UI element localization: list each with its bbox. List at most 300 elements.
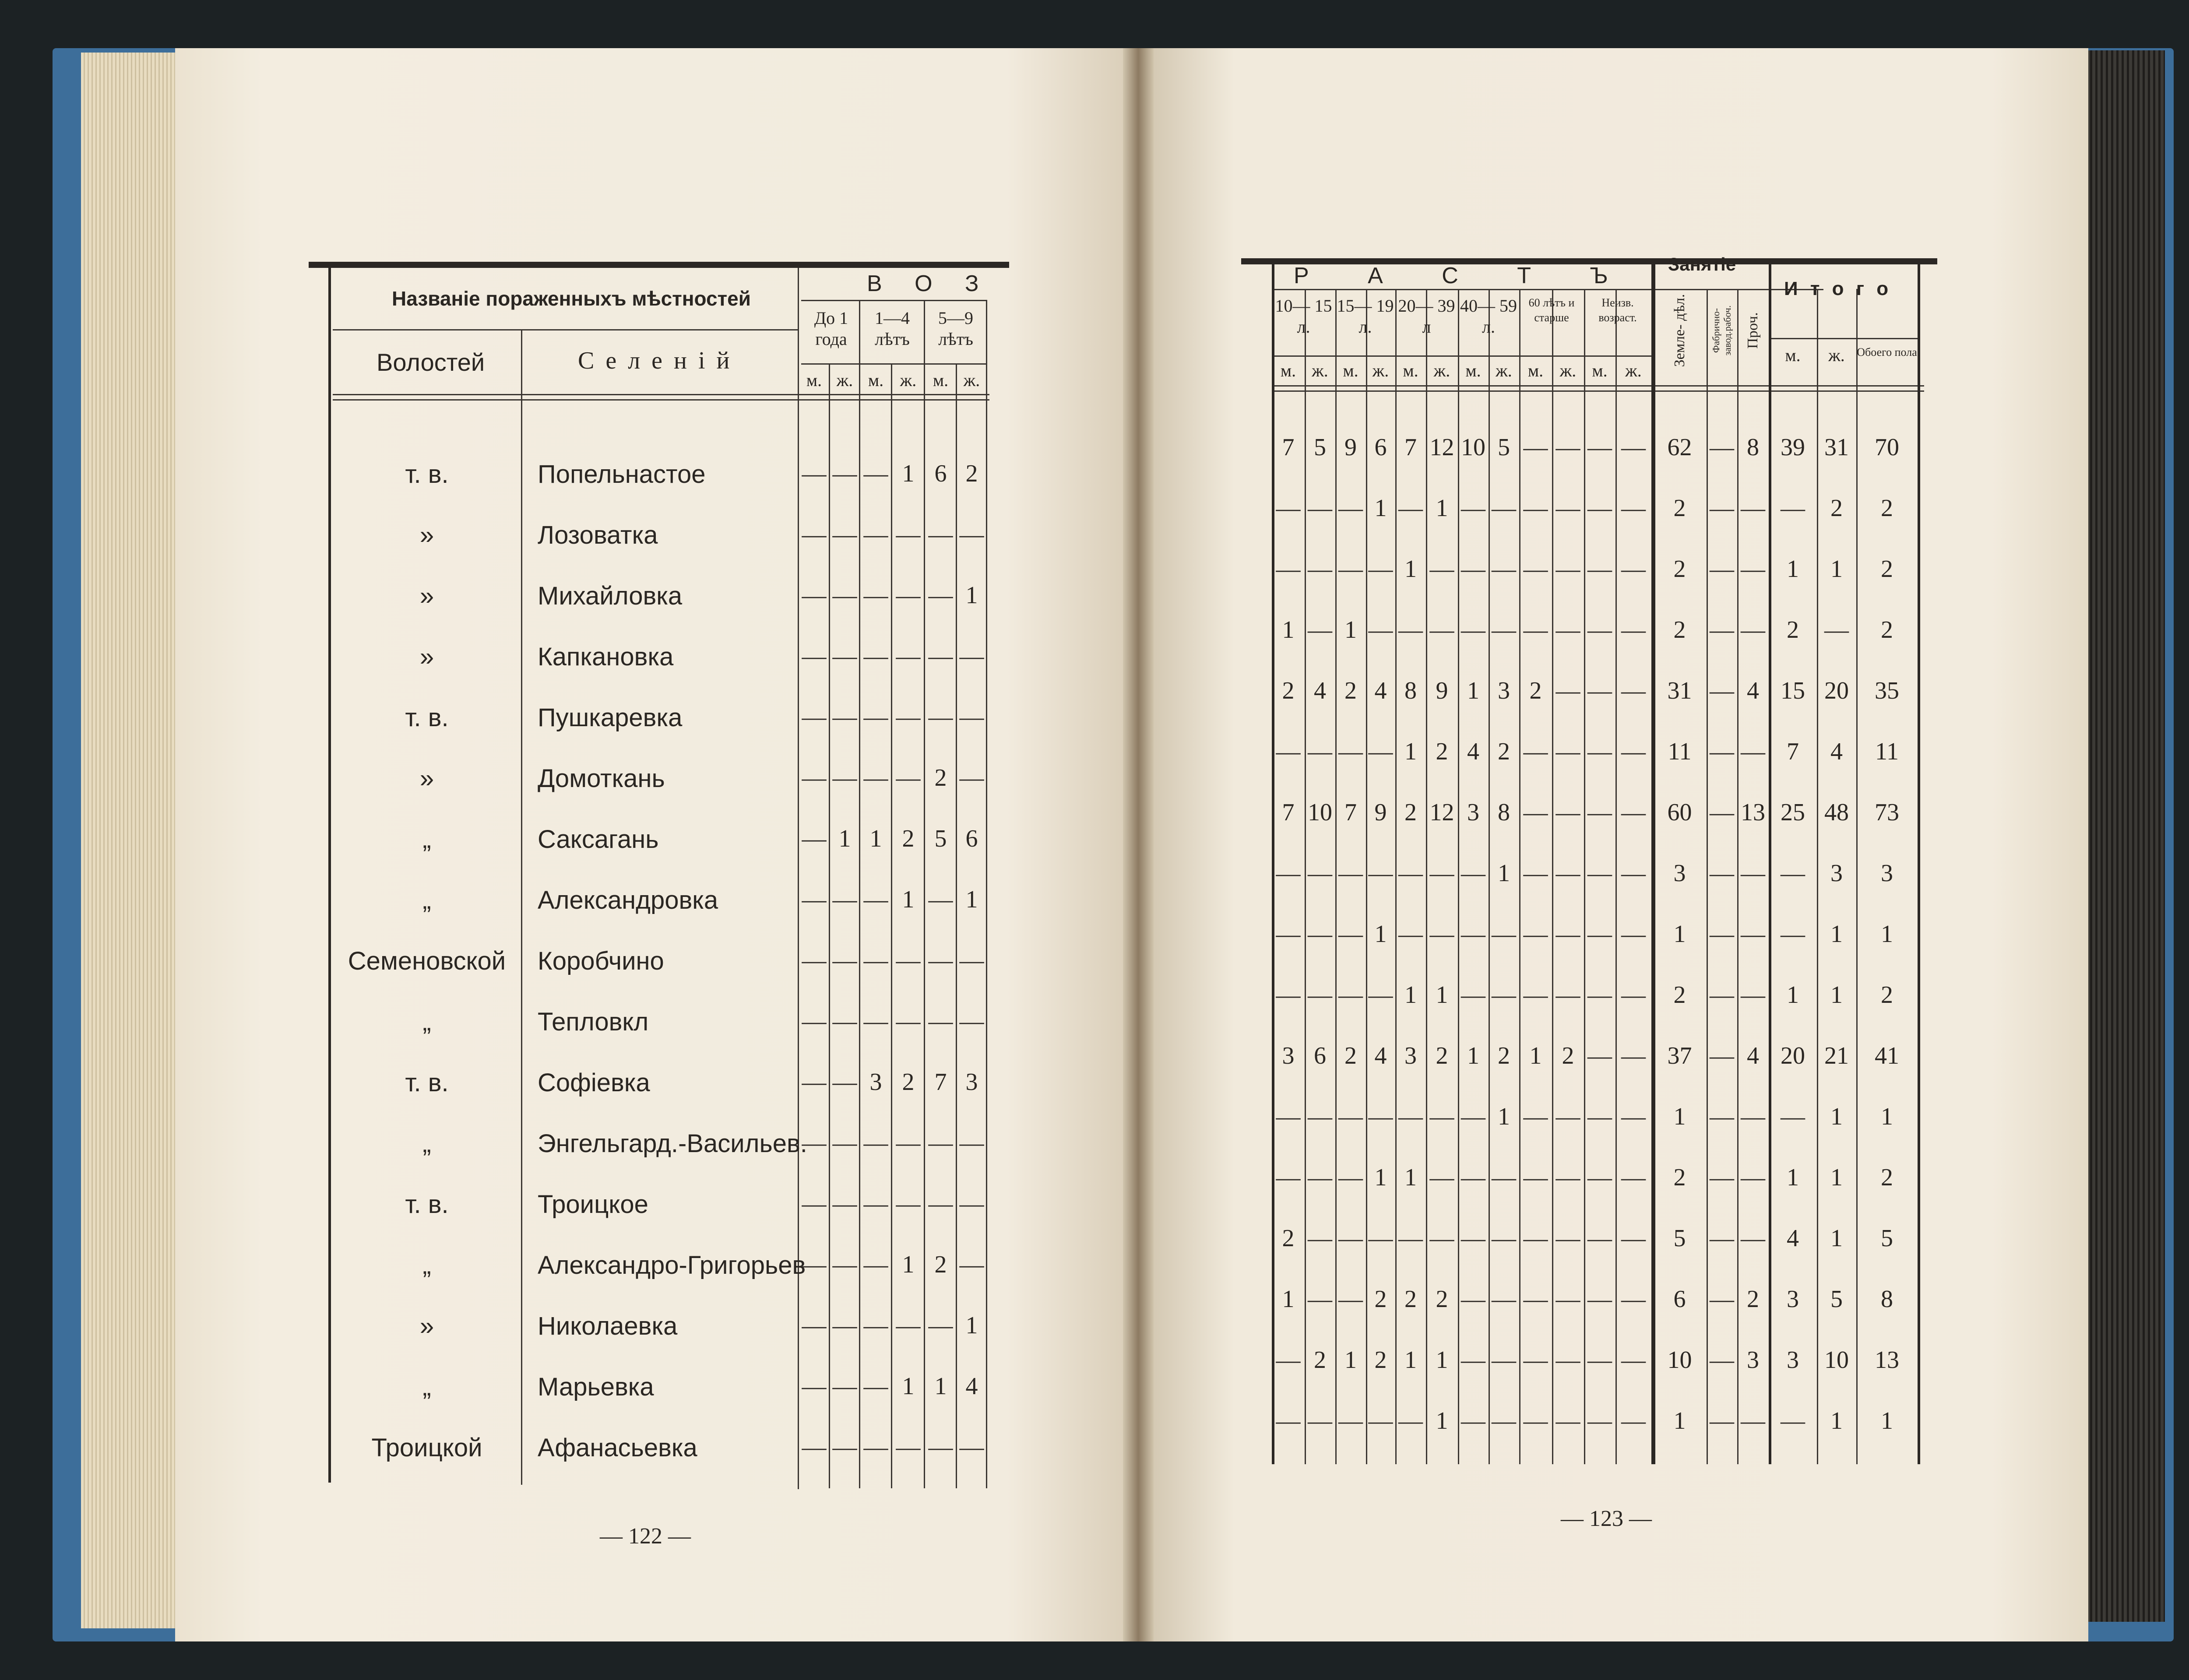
age-cell: — — [1461, 616, 1485, 643]
age-cell: 12 — [1429, 799, 1454, 826]
occupation-cell: 1 — [1673, 1103, 1686, 1130]
value-cell: — — [959, 703, 984, 731]
age-cell: — — [1308, 921, 1332, 948]
total-cell: — — [1824, 616, 1849, 643]
age-cell: — — [1492, 555, 1516, 583]
age-cell: — — [1621, 1164, 1646, 1191]
age-cell: 1 — [1498, 1103, 1510, 1130]
occupation-cell: — — [1710, 1346, 1734, 1374]
occupation-cell: — — [1710, 1042, 1734, 1069]
value-cell: — — [928, 947, 953, 974]
selo-cell: Афанасьевка — [538, 1434, 697, 1462]
occupation-cell: — — [1741, 738, 1765, 765]
age-cell: 1 — [1282, 616, 1295, 643]
age-cell: 2 — [1404, 1286, 1417, 1313]
age-cell: — — [1492, 921, 1516, 948]
age-cell: — — [1523, 1407, 1548, 1434]
age-cell: — — [1621, 495, 1646, 522]
age-cell: — — [1621, 799, 1646, 826]
volost-cell: т. в. — [405, 1068, 449, 1097]
total-cell: 4 — [1787, 1225, 1799, 1252]
value-cell: — — [896, 1190, 921, 1217]
age-cell: — — [1556, 1164, 1580, 1191]
age-cell: 2 — [1529, 677, 1542, 704]
age-cell: — — [1492, 616, 1516, 643]
value-cell: — — [802, 886, 827, 913]
value-cell: 1 — [965, 886, 978, 913]
page-number-right: — 123 — — [1561, 1506, 1652, 1531]
occupation-cell: — — [1710, 495, 1734, 522]
occupation-cell: — — [1710, 616, 1734, 643]
age-cell: — — [1587, 860, 1612, 887]
age-cell: — — [1556, 434, 1580, 461]
value-cell: — — [928, 521, 953, 548]
age-cell: 7 — [1344, 799, 1357, 826]
occupation-cell: — — [1710, 1164, 1734, 1191]
total-cell: 35 — [1875, 677, 1899, 704]
occupation-cell: — — [1741, 1164, 1765, 1191]
age-cell: — — [1621, 677, 1646, 704]
age-cell: — — [1338, 495, 1363, 522]
age-cell: — — [1308, 1225, 1332, 1252]
age-group-right: 20— 39 л — [1398, 296, 1455, 337]
value-cell: — — [959, 1190, 984, 1217]
age-cell: — — [1556, 1225, 1580, 1252]
age-group-right: 10— 15 л. — [1275, 296, 1332, 337]
occupation-cell: — — [1710, 1225, 1734, 1252]
age-cell: — — [1556, 738, 1580, 765]
occupation-col: Фабрично- завод.рабоч. — [1710, 305, 1733, 356]
age-cell: — — [1621, 434, 1646, 461]
age-cell: 5 — [1498, 434, 1510, 461]
age-cell: 12 — [1429, 434, 1454, 461]
age-cell: 1 — [1374, 495, 1387, 522]
sex-label: м. — [1343, 361, 1358, 380]
sex-label: м. — [1527, 361, 1544, 380]
occupation-cell: 2 — [1673, 495, 1686, 522]
value-cell: — — [928, 886, 953, 913]
age-cell: — — [1338, 1225, 1363, 1252]
sex-label: ж. — [1372, 361, 1389, 380]
age-cell: — — [1368, 1407, 1393, 1434]
total-cell: 20 — [1824, 677, 1849, 704]
occupation-cell: 1 — [1673, 921, 1686, 948]
page-number-left: — 122 — — [600, 1524, 691, 1549]
age-cell: 1 — [1467, 1042, 1479, 1069]
value-cell: — — [863, 1129, 888, 1156]
age-cell: — — [1398, 1225, 1423, 1252]
age-cell: — — [1587, 1346, 1612, 1374]
total-cell: 1 — [1881, 1103, 1893, 1130]
age-cell: — — [1587, 616, 1612, 643]
age-cell: 1 — [1467, 677, 1479, 704]
age-cell: — — [1523, 1164, 1548, 1191]
occupation-cell: 4 — [1747, 1042, 1759, 1069]
value-cell: — — [832, 947, 857, 974]
value-cell: — — [928, 703, 953, 731]
total-cell: 20 — [1781, 1042, 1805, 1069]
age-cell: — — [1368, 738, 1393, 765]
value-cell: — — [928, 582, 953, 609]
occupation-cell: — — [1710, 738, 1734, 765]
age-cell: — — [1338, 555, 1363, 583]
age-cell: — — [1492, 1286, 1516, 1313]
total-cell: 5 — [1830, 1286, 1843, 1313]
value-cell: — — [896, 521, 921, 548]
value-cell: — — [863, 1312, 888, 1339]
total-cell: 10 — [1824, 1346, 1849, 1374]
volost-cell: » — [419, 643, 434, 671]
age-cell: — — [1276, 495, 1301, 522]
value-cell: — — [863, 1008, 888, 1035]
age-cell: 5 — [1314, 434, 1326, 461]
age-cell: 7 — [1404, 434, 1417, 461]
occupation-cell: 62 — [1667, 434, 1692, 461]
value-cell: — — [863, 460, 888, 487]
age-cell: 1 — [1436, 495, 1448, 522]
age-cell: — — [1587, 1286, 1612, 1313]
age-cell: 10 — [1461, 434, 1485, 461]
age-cell: 1 — [1529, 1042, 1542, 1069]
total-col: Обоего пола — [1857, 346, 1917, 358]
age-cell: 1 — [1498, 860, 1510, 887]
total-cell: 2 — [1881, 981, 1893, 1009]
occupation-cell: — — [1710, 921, 1734, 948]
age-cell: — — [1523, 860, 1548, 887]
occupation-cell: — — [1741, 1225, 1765, 1252]
age-cell: — — [1621, 1042, 1646, 1069]
value-cell: 1 — [838, 825, 851, 852]
value-cell: — — [896, 1008, 921, 1035]
occupation-cell: 5 — [1673, 1225, 1686, 1252]
age-cell: 1 — [1404, 738, 1417, 765]
age-cell: — — [1621, 555, 1646, 583]
occupation-cell: — — [1710, 799, 1734, 826]
sex-label: м. — [1403, 361, 1418, 380]
age-cell: — — [1338, 1407, 1363, 1434]
age-cell: — — [1308, 1103, 1332, 1130]
sex-label: ж. — [1312, 361, 1328, 380]
age-cell: 4 — [1467, 738, 1479, 765]
volost-cell: » — [419, 582, 434, 610]
value-cell: — — [959, 1434, 984, 1461]
value-cell: 1 — [965, 1312, 978, 1339]
value-cell: — — [896, 703, 921, 731]
age-cell: — — [1308, 981, 1332, 1009]
value-cell: — — [832, 1190, 857, 1217]
occupation-cell: — — [1710, 555, 1734, 583]
age-cell: — — [1556, 1346, 1580, 1374]
age-cell: — — [1338, 1103, 1363, 1130]
selo-cell: Попельнастое — [538, 460, 706, 489]
sex-label: ж. — [1433, 361, 1450, 380]
occupation-cell: — — [1710, 1286, 1734, 1313]
age-cell: 2 — [1404, 799, 1417, 826]
occupation-cell: — — [1710, 434, 1734, 461]
age-cell: — — [1523, 921, 1548, 948]
occupation-cell: 2 — [1673, 555, 1686, 583]
value-cell: — — [863, 1251, 888, 1278]
age-cell: — — [1523, 1103, 1548, 1130]
age-cell: — — [1461, 555, 1485, 583]
age-cell: — — [1308, 555, 1332, 583]
age-cell: — — [1368, 860, 1393, 887]
age-cell: — — [1368, 981, 1393, 1009]
volost-cell: т. в. — [405, 1190, 449, 1219]
selo-cell: Тепловкл — [538, 1008, 649, 1036]
value-cell: 1 — [902, 460, 915, 487]
age-cell: — — [1461, 1407, 1485, 1434]
age-cell: — — [1523, 1225, 1548, 1252]
age-cell: — — [1523, 1286, 1548, 1313]
age-cell: — — [1556, 860, 1580, 887]
value-cell: — — [896, 643, 921, 670]
volost-cell: „ — [422, 886, 431, 914]
volost-cell: „ — [422, 1373, 431, 1401]
occupation-cell: — — [1710, 981, 1734, 1009]
age-cell: — — [1461, 1346, 1485, 1374]
age-cell: 4 — [1314, 677, 1326, 704]
age-cell: — — [1276, 921, 1301, 948]
age-cell: — — [1398, 1103, 1423, 1130]
sex-label: ж. — [900, 370, 917, 390]
age-cell: — — [1523, 799, 1548, 826]
value-cell: — — [863, 521, 888, 548]
occupation-col: Земле- дѣл. — [1671, 294, 1688, 367]
age-cell: — — [1523, 981, 1548, 1009]
age-cell: — — [1556, 799, 1580, 826]
occupation-cell: 6 — [1673, 1286, 1686, 1313]
age-group-right: 15— 19 л. — [1337, 296, 1394, 337]
total-cell: 25 — [1781, 799, 1805, 826]
selo-cell: Энгельгард.-Васильев. — [538, 1129, 807, 1158]
age-cell: — — [1276, 860, 1301, 887]
age-cell: 1 — [1436, 1407, 1448, 1434]
age-cell: — — [1429, 1164, 1454, 1191]
occupation-cell: 10 — [1667, 1346, 1692, 1374]
age-cell: — — [1556, 981, 1580, 1009]
volost-cell: » — [419, 521, 434, 549]
age-cell: — — [1398, 495, 1423, 522]
value-cell: — — [928, 1190, 953, 1217]
value-cell: — — [863, 1373, 888, 1400]
age-cell: — — [1338, 860, 1363, 887]
value-cell: — — [802, 825, 827, 852]
age-cell: 1 — [1282, 1286, 1295, 1313]
age-cell: — — [1368, 1225, 1393, 1252]
age-cell: — — [1492, 1164, 1516, 1191]
selo-cell: Лозоватка — [538, 521, 658, 549]
value-cell: 1 — [934, 1373, 947, 1400]
total-cell: 41 — [1875, 1042, 1899, 1069]
selo-cell: Михайловка — [538, 582, 683, 610]
value-cell: — — [802, 1251, 827, 1278]
age-cell: — — [1429, 1225, 1454, 1252]
total-cell: 11 — [1875, 738, 1899, 765]
total-cell: 1 — [1787, 1164, 1799, 1191]
age-cell: — — [1461, 921, 1485, 948]
value-cell: 3 — [965, 1068, 978, 1096]
total-cell: 1 — [1830, 981, 1843, 1009]
value-cell: 1 — [902, 1251, 915, 1278]
age-cell: — — [1308, 738, 1332, 765]
selo-cell: Коробчино — [538, 947, 664, 975]
total-col: м. — [1785, 345, 1801, 365]
age-cell: 1 — [1436, 981, 1448, 1009]
age-cell: 1 — [1344, 616, 1357, 643]
occupation-cell: 11 — [1668, 738, 1692, 765]
sex-label: м. — [806, 370, 822, 390]
occupation-cell: — — [1741, 981, 1765, 1009]
value-cell: — — [802, 1434, 827, 1461]
age-cell: — — [1587, 495, 1612, 522]
total-cell: 1 — [1830, 1164, 1843, 1191]
occupation-cell: 3 — [1673, 860, 1686, 887]
age-cell: 1 — [1404, 1346, 1417, 1374]
age-cell: — — [1621, 981, 1646, 1009]
age-cell: — — [1492, 981, 1516, 1009]
age-cell: — — [1556, 677, 1580, 704]
age-cell: 1 — [1404, 1164, 1417, 1191]
value-cell: — — [959, 1008, 984, 1035]
age-group-right: Неизв. возраст. — [1598, 296, 1637, 324]
age-cell: — — [1398, 1407, 1423, 1434]
selo-cell: Саксагань — [538, 825, 659, 854]
age-cell: — — [1308, 495, 1332, 522]
age-cell: 9 — [1436, 677, 1448, 704]
age-cell: — — [1429, 1103, 1454, 1130]
age-cell: 1 — [1404, 981, 1417, 1009]
value-cell: — — [863, 1190, 888, 1217]
total-cell: 2 — [1787, 616, 1799, 643]
age-cell: — — [1587, 555, 1612, 583]
selo-cell: Софіевка — [538, 1068, 650, 1097]
column-rule — [1918, 263, 1920, 1464]
value-cell: 1 — [902, 886, 915, 913]
value-cell: — — [863, 1434, 888, 1461]
selo-cell: Александро-Григорьев — [538, 1251, 806, 1279]
value-cell: — — [802, 643, 827, 670]
value-cell: 2 — [902, 1068, 915, 1096]
age-cell: — — [1461, 495, 1485, 522]
age-cell: — — [1338, 981, 1363, 1009]
value-cell: — — [832, 1129, 857, 1156]
occupation-cell: — — [1710, 677, 1734, 704]
total-cell: — — [1781, 495, 1805, 522]
age-cell: — — [1429, 921, 1454, 948]
age-group-right: 40— 59 л. — [1460, 296, 1517, 337]
age-cell: 8 — [1498, 799, 1510, 826]
age-cell: 4 — [1374, 1042, 1387, 1069]
age-cell: — — [1492, 1407, 1516, 1434]
age-cell: — — [1461, 1164, 1485, 1191]
occupation-cell: 4 — [1747, 677, 1759, 704]
sex-label: ж. — [1559, 361, 1577, 380]
selo-cell: Троицкое — [538, 1190, 648, 1219]
value-cell: — — [928, 1129, 953, 1156]
volost-cell: т. в. — [405, 460, 449, 489]
value-cell: 5 — [934, 825, 947, 852]
age-cell: 1 — [1344, 1346, 1357, 1374]
age-cell: 2 — [1314, 1346, 1326, 1374]
selo-cell: Александровка — [538, 886, 718, 914]
selo-cell: Домоткань — [538, 764, 665, 793]
occupation-cell: 31 — [1667, 677, 1692, 704]
age-cell: — — [1523, 738, 1548, 765]
age-cell: 3 — [1467, 799, 1479, 826]
sex-label: м. — [1465, 361, 1481, 380]
age-cell: 2 — [1562, 1042, 1574, 1069]
selenie-header: С е л е н і й — [578, 347, 732, 374]
age-header-right: Р А С Т Ъ — [1294, 263, 1634, 288]
age-group-right: 60 лѣтъ и старше — [1528, 296, 1575, 324]
age-cell: — — [1556, 1286, 1580, 1313]
occupation-cell: 2 — [1673, 981, 1686, 1009]
age-cell: 2 — [1498, 738, 1510, 765]
affected-places-header: Названіе пораженныхъ мѣстностей — [392, 287, 751, 310]
value-cell: — — [863, 947, 888, 974]
total-cell: 3 — [1881, 860, 1893, 887]
occupation-cell: — — [1741, 1407, 1765, 1434]
total-cell: — — [1781, 921, 1805, 948]
selo-cell: Пушкаревка — [538, 703, 683, 732]
age-cell: 3 — [1404, 1042, 1417, 1069]
age-cell: — — [1621, 1407, 1646, 1434]
total-header: И т о г о — [1784, 278, 1892, 299]
value-cell: — — [832, 460, 857, 487]
occupation-cell: 2 — [1673, 616, 1686, 643]
value-cell: 1 — [902, 1373, 915, 1400]
total-cell: 4 — [1830, 738, 1843, 765]
age-cell: — — [1461, 1286, 1485, 1313]
age-cell: — — [1556, 1103, 1580, 1130]
age-cell: 2 — [1344, 1042, 1357, 1069]
occupation-cell: 13 — [1741, 799, 1765, 826]
occupation-cell: — — [1710, 860, 1734, 887]
age-cell: — — [1338, 1286, 1363, 1313]
total-cell: 1 — [1830, 1407, 1843, 1434]
total-cell: 1 — [1830, 1225, 1843, 1252]
selo-cell: Капкановка — [538, 643, 674, 671]
age-cell: 2 — [1436, 1042, 1448, 1069]
value-cell: — — [832, 1373, 857, 1400]
age-cell: — — [1587, 434, 1612, 461]
age-cell: — — [1461, 981, 1485, 1009]
total-cell: 3 — [1830, 860, 1843, 887]
age-cell: 1 — [1374, 1164, 1387, 1191]
total-cell: 1 — [1830, 1103, 1843, 1130]
age-cell: — — [1587, 677, 1612, 704]
value-cell: 1 — [965, 582, 978, 609]
value-cell: — — [802, 1129, 827, 1156]
value-cell: — — [928, 1434, 953, 1461]
value-cell: 1 — [869, 825, 882, 852]
age-cell: — — [1461, 1225, 1485, 1252]
total-cell: 2 — [1881, 1164, 1893, 1191]
occupation-col: Проч. — [1745, 312, 1761, 349]
volost-cell: т. в. — [405, 703, 449, 732]
value-cell: — — [802, 1312, 827, 1339]
age-cell: — — [1621, 1225, 1646, 1252]
total-cell: 1 — [1830, 921, 1843, 948]
occupation-header: Занятіе — [1668, 254, 1736, 274]
value-cell: 4 — [965, 1373, 978, 1400]
value-cell: — — [802, 1068, 827, 1096]
age-cell: — — [1276, 738, 1301, 765]
total-cell: 2 — [1881, 616, 1893, 643]
volost-header: Волостей — [377, 348, 485, 376]
age-cell: — — [1587, 1103, 1612, 1130]
